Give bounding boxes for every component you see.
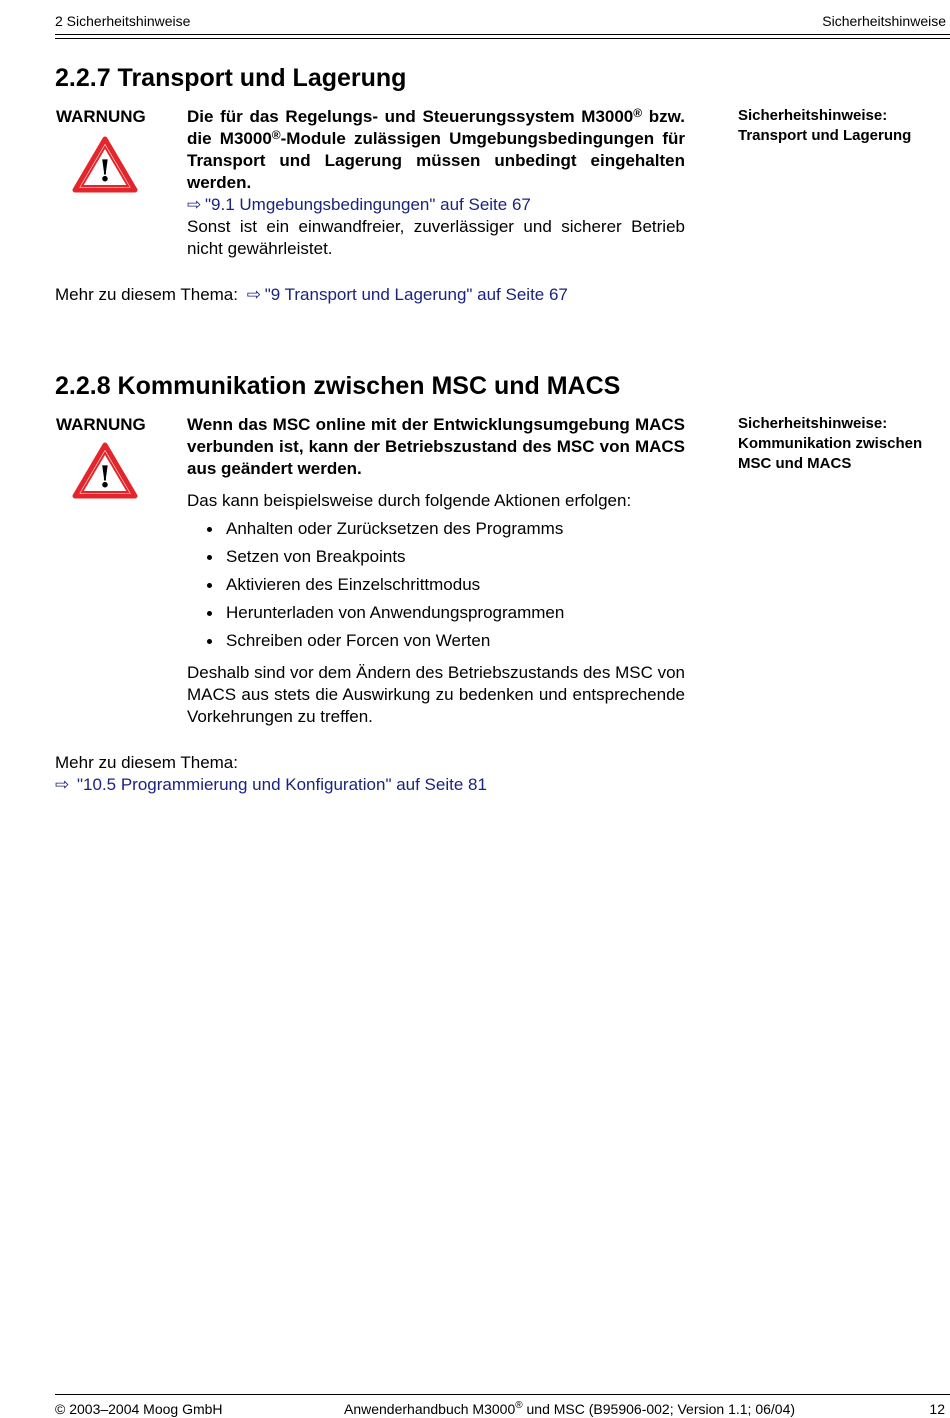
list-item-text: Aktivieren des Einzelschrittmodus [226, 575, 481, 594]
bold-text-1: Die für das Regelungs- und Steuerungssystem M3000 [187, 107, 634, 126]
crossref-link-transport[interactable]: "9 Transport und Lagerung" auf Seite 67 [264, 285, 568, 304]
list-item [187, 543, 685, 571]
footer-document-title [344, 1400, 795, 1418]
footer-title-part: Anwenderhandbuch M3000 [344, 1401, 516, 1417]
bullet-icon [207, 555, 212, 560]
list-item-text: Setzen von Breakpoints [226, 547, 406, 566]
registered-mark: ® [271, 128, 281, 142]
margin-note-transport [738, 106, 948, 146]
bullet-icon [207, 527, 212, 532]
registered-mark: ® [633, 106, 643, 120]
crossref-link-environment[interactable]: "9.1 Umgebungsbedingungen" auf Seite 67 [205, 195, 531, 214]
more-on-topic-transport [55, 284, 568, 306]
crossref-link-programming[interactable]: "10.5 Programmierung und Konfiguration" auf Seite 81 [77, 775, 487, 794]
bold-text-3: -Module zulässigen Umgebungsbedingungen für Transport und Lagerung müssen unbedingt eingehalten werden. [187, 129, 685, 192]
action-list [187, 515, 685, 655]
warning-text-communication [187, 414, 685, 728]
footer-rule [55, 1394, 950, 1395]
header-rule [55, 34, 950, 35]
running-header-chapter: 2 Sicherheitshinweise [55, 13, 191, 29]
running-header-title: Sicherheitshinweise [822, 13, 946, 29]
svg-text:!: ! [98, 460, 112, 495]
more-label: Mehr zu diesem Thema: [55, 285, 238, 304]
arrow-right-outline-icon: ⇨ [187, 195, 202, 214]
margin-note-communication [738, 414, 948, 474]
warning-text-transport [187, 106, 685, 260]
bullet-icon [207, 611, 212, 616]
list-item [187, 627, 685, 655]
closing-paragraph: Deshalb sind vor dem Ändern des Betriebszustands des MSC von MACS aus stets die Auswirkung zu bedenken und entsprechende Vorkehrungen zu treffen. [187, 663, 685, 726]
warning-label: WARNUNG [56, 415, 146, 434]
more-on-topic-communication [55, 752, 487, 796]
warning-label: WARNUNG [56, 107, 146, 126]
warning-triangle-icon [72, 442, 138, 500]
list-item [187, 515, 685, 543]
list-item-text: Herunterladen von Anwendungsprogrammen [226, 603, 565, 622]
bold-text-2: bzw. die M3000 [187, 107, 685, 148]
footer-title-part: und MSC (B95906-002; Version 1.1; 06/04) [522, 1401, 796, 1417]
registered-mark: ® [515, 1400, 523, 1411]
section-title-communication: 2.2.8 Kommunikation zwischen MSC und MACS [55, 372, 621, 400]
page-number: 12 [929, 1401, 945, 1417]
svg-text:!: ! [98, 154, 112, 189]
footer-copyright: © 2003–2004 Moog GmbH [55, 1401, 223, 1417]
margin-note-line: Transport und Lagerung [738, 127, 912, 144]
normal-paragraph: Sonst ist ein einwandfreier, zuverlässiger und sicherer Betrieb nicht gewährleistet. [187, 217, 685, 258]
warning-triangle-icon [72, 136, 138, 194]
margin-note-line: Sicherheitshinweise: [738, 107, 888, 124]
margin-note-line: Sicherheitshinweise: [738, 415, 888, 432]
section-title-transport: 2.2.7 Transport und Lagerung [55, 64, 407, 92]
margin-note-line: Kommunikation zwischen [738, 435, 923, 452]
crossref-paragraph [187, 194, 685, 216]
bullet-icon [207, 583, 212, 588]
arrow-right-outline-icon: ⇨ [55, 775, 70, 794]
more-label: Mehr zu diesem Thema: [55, 753, 238, 772]
list-item-text: Anhalten oder Zurücksetzen des Programms [226, 519, 564, 538]
list-item [187, 599, 685, 627]
header-rule-thin [55, 38, 950, 39]
list-item [187, 571, 685, 599]
warning-bold-paragraph: Wenn das MSC online mit der Entwicklungsumgebung MACS verbunden ist, kann der Betriebszustand des MSC von MACS aus geändert werden. [187, 415, 685, 478]
arrow-right-outline-icon: ⇨ [246, 285, 261, 304]
bullet-icon [207, 639, 212, 644]
warning-bold-paragraph [187, 106, 685, 194]
intro-paragraph: Das kann beispielsweise durch folgende Aktionen erfolgen: [187, 491, 632, 510]
list-item-text: Schreiben oder Forcen von Werten [226, 631, 491, 650]
margin-note-line: MSC und MACS [738, 455, 852, 472]
